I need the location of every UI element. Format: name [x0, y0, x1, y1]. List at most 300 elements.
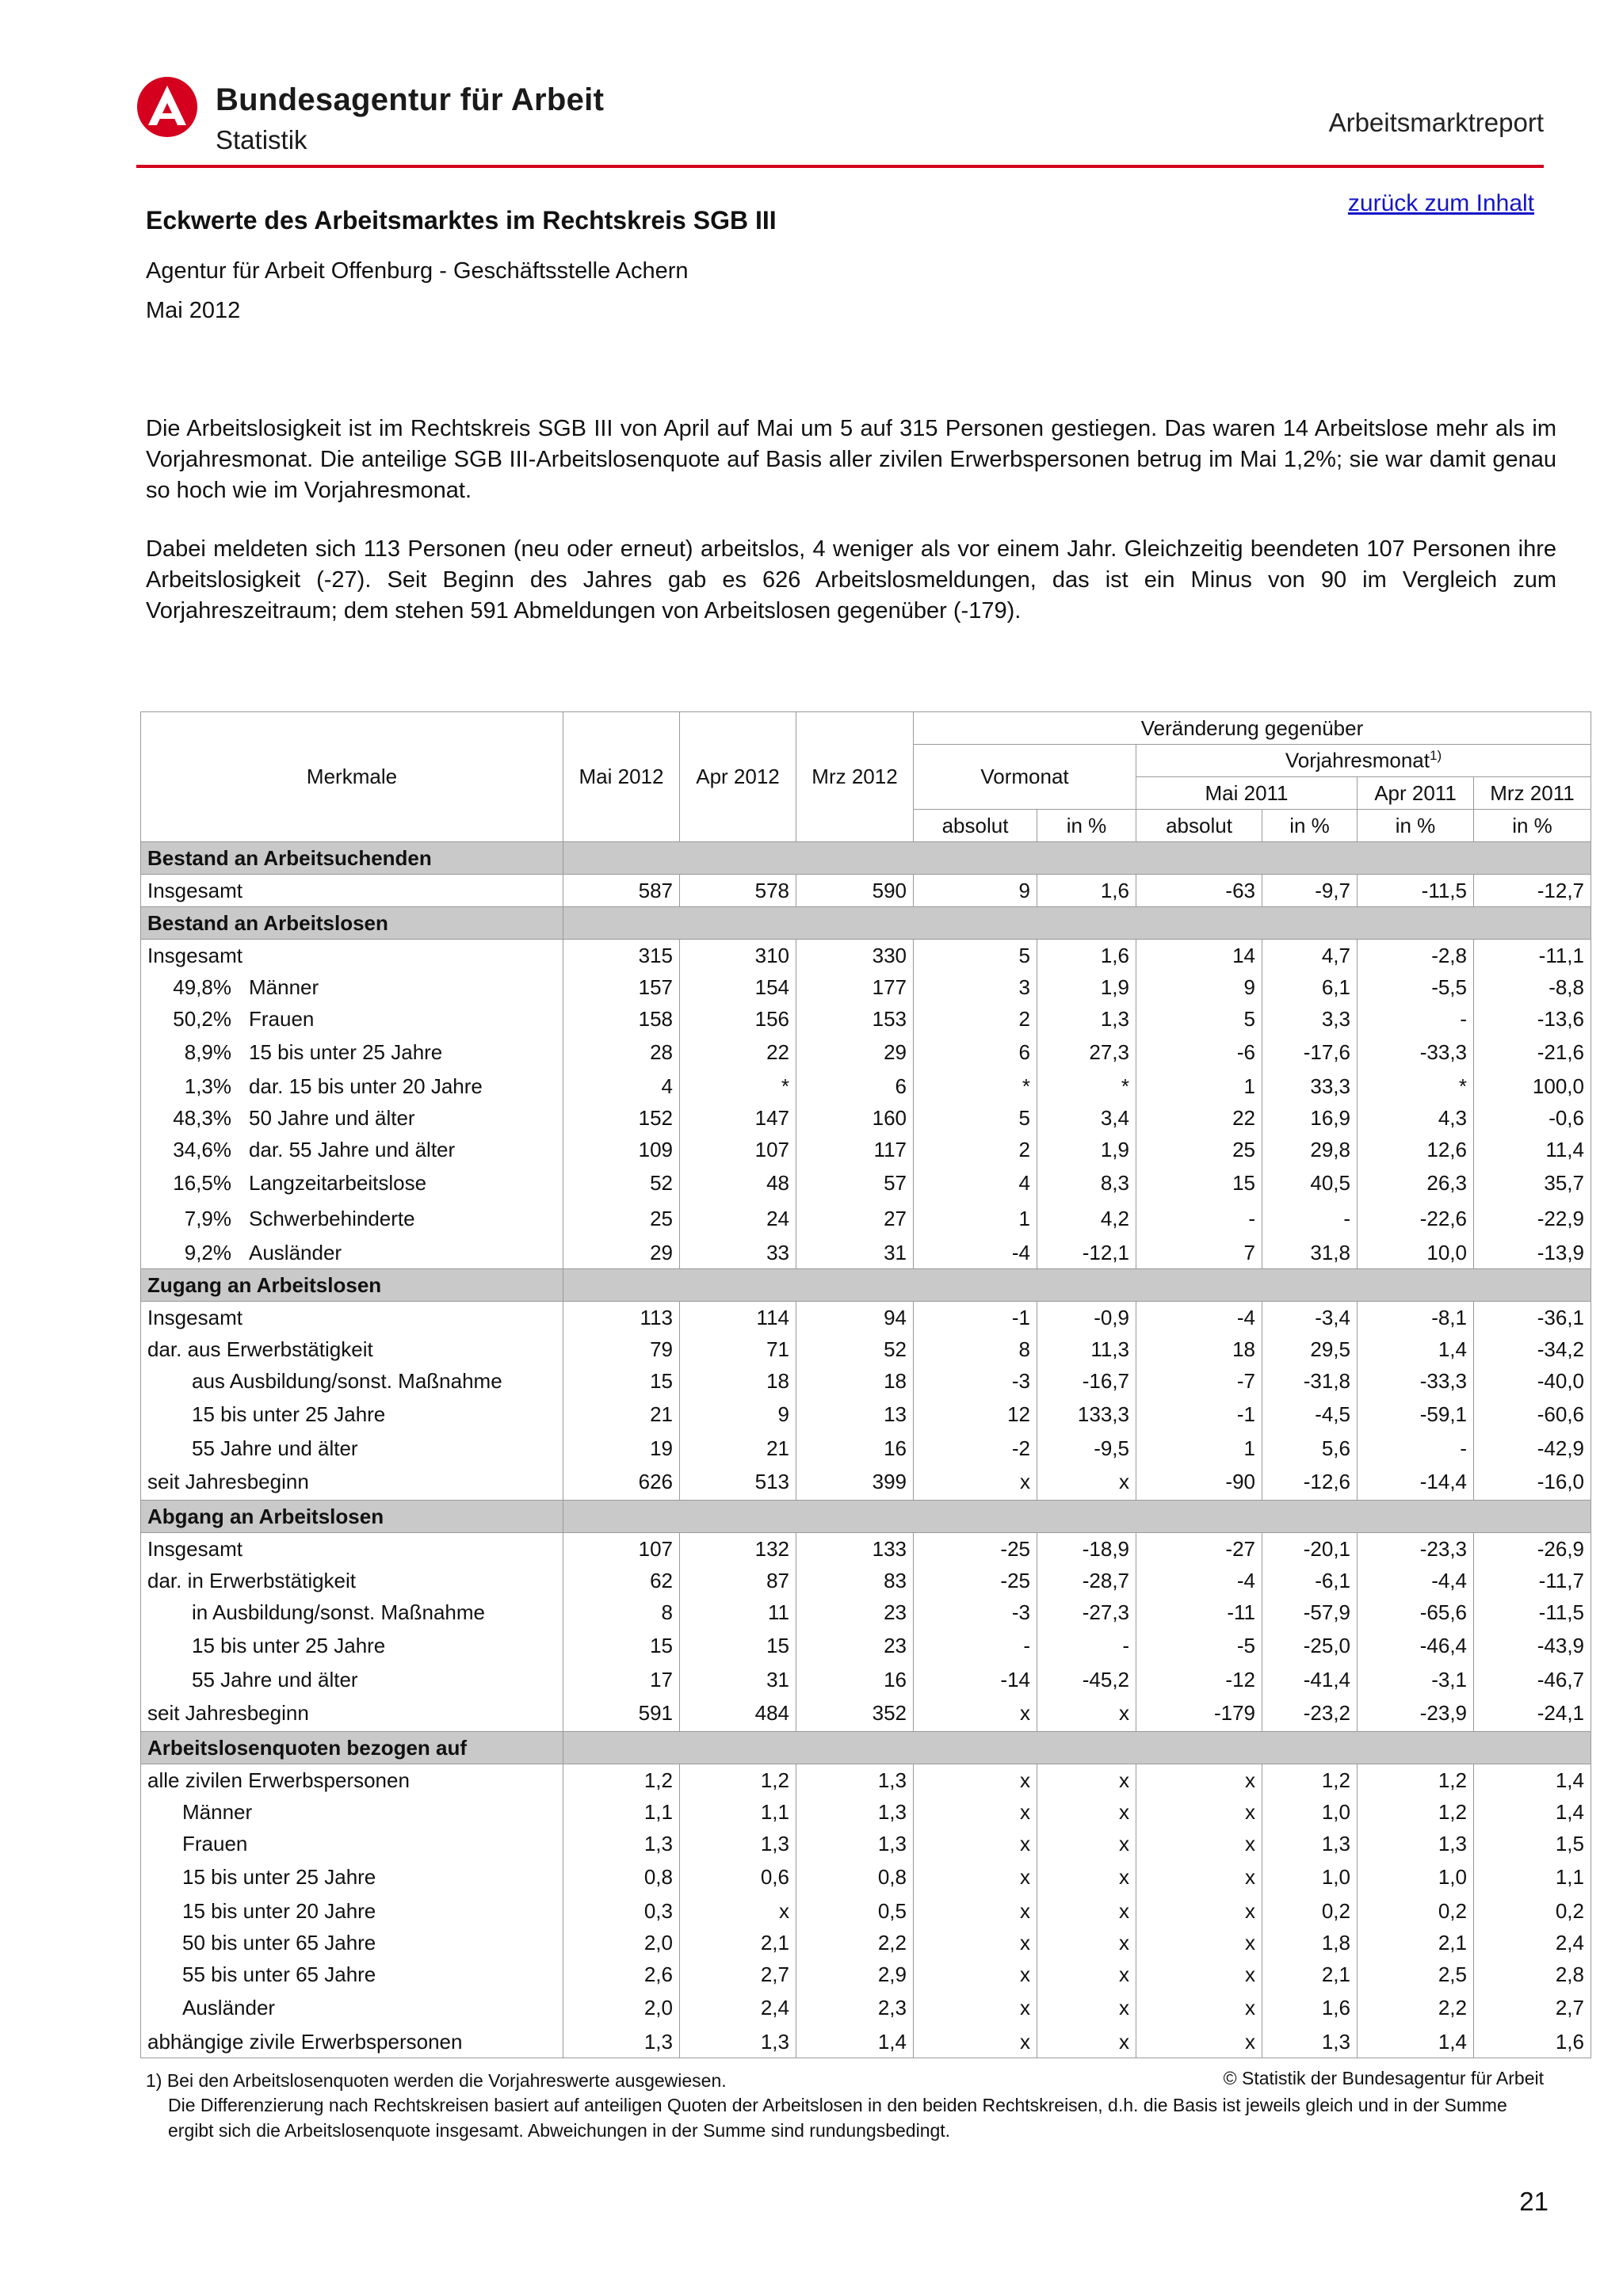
row-label-text: Ausländer: [249, 1240, 342, 1264]
table-cell: 177: [796, 971, 914, 1003]
section-fill: [563, 1269, 1591, 1302]
row-share-percent: 7,9%: [184, 1207, 231, 1230]
row-label: [141, 1664, 563, 1695]
table-row: [141, 1070, 1591, 1102]
row-label: [141, 1432, 563, 1464]
row-share-percent: 16,5%: [173, 1171, 231, 1195]
table-cell: 133: [796, 1533, 914, 1566]
table-cell: 1,8: [1262, 1927, 1358, 1958]
table-cell: 513: [680, 1464, 796, 1501]
row-label-text: 50 bis unter 65 Jahre: [182, 1930, 376, 1955]
header-absolut-mai2011: absolut: [1136, 810, 1262, 842]
table-cell: x: [914, 1990, 1037, 2026]
table-cell: -1: [914, 1302, 1037, 1334]
table-cell: x: [914, 1828, 1037, 1859]
table-cell: 352: [796, 1695, 914, 1732]
table-row: [141, 1134, 1591, 1165]
table-cell: -12: [1136, 1664, 1262, 1695]
table-cell: -11,1: [1474, 940, 1591, 972]
table-cell: 8: [563, 1596, 680, 1628]
header-vorjahresmonat: [1136, 745, 1591, 777]
table-cell: x: [1037, 1990, 1136, 2026]
row-label: [141, 1333, 563, 1365]
table-row: [141, 1397, 1591, 1432]
table-cell: -21,6: [1474, 1035, 1591, 1070]
row-label: [141, 1628, 563, 1664]
section-header-row: [141, 1501, 1591, 1533]
table-cell: -11,7: [1474, 1565, 1591, 1596]
table-cell: x: [914, 1958, 1037, 1990]
table-cell: 1,2: [1358, 1796, 1474, 1828]
table-cell: 1,3: [796, 1764, 914, 1797]
table-cell: x: [914, 2026, 1037, 2058]
table-body: [141, 842, 1591, 2058]
table-cell: -9,5: [1037, 1432, 1136, 1464]
table-cell: 83: [796, 1565, 914, 1596]
table-cell: 18: [680, 1365, 796, 1397]
table-cell: 1,3: [1262, 2026, 1358, 2058]
section-header-row: [141, 1732, 1591, 1764]
table-cell: -4,5: [1262, 1397, 1358, 1432]
table-cell: 2,4: [680, 1990, 796, 2026]
table-cell: -22,6: [1358, 1201, 1474, 1237]
table-cell: 5: [914, 1102, 1037, 1134]
table-cell: -6: [1136, 1035, 1262, 1070]
table-cell: 23: [796, 1628, 914, 1664]
row-share-percent: 49,8%: [173, 974, 231, 999]
table-cell: -34,2: [1474, 1333, 1591, 1365]
header-pct-mrz2011: in %: [1474, 810, 1591, 842]
table-cell: x: [1037, 1764, 1136, 1797]
table-cell: x: [1037, 1796, 1136, 1828]
table-cell: x: [1136, 1990, 1262, 2026]
table-cell: -4,4: [1358, 1565, 1474, 1596]
table-cell: 578: [680, 875, 796, 907]
table-cell: 15: [563, 1365, 680, 1397]
table-row: [141, 1035, 1591, 1070]
table-cell: 1,6: [1262, 1990, 1358, 2026]
table-cell: 626: [563, 1464, 680, 1501]
table-cell: 399: [796, 1464, 914, 1501]
table-cell: 0,8: [563, 1859, 680, 1895]
back-to-contents-link[interactable]: zurück zum Inhalt: [1347, 190, 1534, 216]
header-apr-2011: Apr 2011: [1358, 777, 1474, 810]
footnote-marker: 1): [1429, 748, 1442, 764]
table-cell: 1,4: [1358, 2026, 1474, 2058]
table-cell: -179: [1136, 1695, 1262, 1732]
table-cell: 1,3: [680, 2026, 796, 2058]
table-cell: 71: [680, 1333, 796, 1365]
table-cell: 0,2: [1358, 1895, 1474, 1927]
table-cell: -3: [914, 1365, 1037, 1397]
table-row: [141, 1990, 1591, 2026]
table-cell: 4: [914, 1165, 1037, 1201]
table-cell: 4: [563, 1070, 680, 1102]
table-cell: -16,0: [1474, 1464, 1591, 1501]
table-cell: 31: [680, 1664, 796, 1695]
row-label-text: Insgesamt: [147, 1536, 242, 1561]
table-cell: 591: [563, 1695, 680, 1732]
table-cell: 157: [563, 971, 680, 1003]
table-cell: *: [680, 1070, 796, 1102]
row-label-text: Schwerbehinderte: [249, 1207, 415, 1230]
table-cell: -5,5: [1358, 971, 1474, 1003]
table-cell: 94: [796, 1302, 914, 1334]
table-cell: 7: [1136, 1237, 1262, 1269]
header-pct-mai2011: in %: [1262, 810, 1358, 842]
table-cell: x: [1136, 1958, 1262, 1990]
table-cell: -23,2: [1262, 1695, 1358, 1732]
table-cell: -2: [914, 1432, 1037, 1464]
table-cell: 0,8: [796, 1859, 914, 1895]
table-cell: 11,3: [1037, 1333, 1136, 1365]
header-vormonat: Vormonat: [914, 745, 1136, 810]
row-label-text: dar. in Erwerbstätigkeit: [147, 1568, 357, 1592]
table-row: [141, 1764, 1591, 1797]
table-cell: 2,9: [796, 1958, 914, 1990]
row-label-text: aus Ausbildung/sonst. Maßnahme: [192, 1368, 502, 1393]
table-cell: 133,3: [1037, 1397, 1136, 1432]
table-cell: 21: [680, 1432, 796, 1464]
table-cell: x: [1136, 2026, 1262, 2058]
table-cell: 2,2: [1358, 1990, 1474, 2026]
table-cell: 1,1: [1474, 1859, 1591, 1895]
table-row: [141, 1201, 1591, 1237]
table-row: [141, 1464, 1591, 1501]
table-cell: -14: [914, 1664, 1037, 1695]
table-cell: -22,9: [1474, 1201, 1591, 1237]
table-cell: -23,3: [1358, 1533, 1474, 1566]
page-number: 21: [1519, 2187, 1549, 2216]
table-cell: -: [1037, 1628, 1136, 1664]
table-cell: 33: [680, 1237, 796, 1269]
table-row: [141, 1596, 1591, 1628]
table-cell: x: [914, 1796, 1037, 1828]
table-cell: 109: [563, 1134, 680, 1165]
table-cell: -3,1: [1358, 1664, 1474, 1695]
table-cell: x: [1037, 1828, 1136, 1859]
table-cell: -26,9: [1474, 1533, 1591, 1566]
table-cell: 52: [563, 1165, 680, 1201]
table-row: [141, 1533, 1591, 1566]
table-cell: -5: [1136, 1628, 1262, 1664]
table-row: [141, 1003, 1591, 1035]
table-cell: -0,9: [1037, 1302, 1136, 1334]
table-cell: -: [1262, 1201, 1358, 1237]
table-cell: 107: [680, 1134, 796, 1165]
table-row: [141, 1237, 1591, 1269]
table-cell: 12,6: [1358, 1134, 1474, 1165]
table-cell: -63: [1136, 875, 1262, 907]
table-cell: 62: [563, 1565, 680, 1596]
row-label: [141, 1533, 563, 1566]
row-label: [141, 1828, 563, 1859]
table-cell: 4,2: [1037, 1201, 1136, 1237]
table-cell: -43,9: [1474, 1628, 1591, 1664]
row-label-text: dar. aus Erwerbstätigkeit: [147, 1337, 373, 1361]
footnote-2: Die Differenzierung nach Rechtskreisen basiert auf anteiligen Quoten der Arbeitslosen in den beiden Rechtskreisen, d.h. die Basis ist jeweils gleich und in der Summe ergibt sich die Arbeitslosenquote insgesamt. Abweichungen in der Summe sind rundungsbedingt.: [168, 2095, 1507, 2141]
table-cell: 1,2: [1262, 1764, 1358, 1797]
row-share-percent: 34,6%: [173, 1137, 231, 1161]
table-cell: -: [914, 1628, 1037, 1664]
row-label: [141, 1102, 563, 1134]
table-cell: 23: [796, 1596, 914, 1628]
table-row: [141, 875, 1591, 907]
row-label-text: 15 bis unter 25 Jahre: [182, 1865, 376, 1889]
table-cell: 1,4: [1474, 1796, 1591, 1828]
table-cell: 33,3: [1262, 1070, 1358, 1102]
labour-market-table: [140, 711, 1591, 2058]
report-date: Mai 2012: [146, 298, 241, 323]
table-cell: 9: [914, 875, 1037, 907]
table-cell: -25,0: [1262, 1628, 1358, 1664]
table-cell: 22: [680, 1035, 796, 1070]
table-cell: -0,6: [1474, 1102, 1591, 1134]
table-cell: -33,3: [1358, 1365, 1474, 1397]
table-cell: x: [914, 1695, 1037, 1732]
table-cell: 9: [1136, 971, 1262, 1003]
table-cell: 22: [1136, 1102, 1262, 1134]
table-cell: x: [1037, 1695, 1136, 1732]
table-cell: -25: [914, 1565, 1037, 1596]
table-cell: 48: [680, 1165, 796, 1201]
table-cell: -23,9: [1358, 1695, 1474, 1732]
table-cell: 1,4: [796, 2026, 914, 2058]
table-cell: -11,5: [1358, 875, 1474, 907]
table-cell: x: [1136, 1927, 1262, 1958]
table-cell: x: [1037, 1464, 1136, 1501]
table-cell: 2,5: [1358, 1958, 1474, 1990]
table-cell: 1,3: [563, 2026, 680, 2058]
table-cell: -13,6: [1474, 1003, 1591, 1035]
row-label: [141, 1565, 563, 1596]
table-cell: 1,2: [563, 1764, 680, 1797]
row-label-text: 55 bis unter 65 Jahre: [182, 1962, 376, 1986]
table-cell: -8,1: [1358, 1302, 1474, 1334]
row-label-text: Frauen: [249, 1006, 315, 1031]
table-cell: 153: [796, 1003, 914, 1035]
section-label: Arbeitslosenquoten bezogen auf: [141, 1732, 563, 1764]
table-cell: x: [914, 1859, 1037, 1895]
table-cell: x: [1136, 1764, 1262, 1797]
table-cell: 8,3: [1037, 1165, 1136, 1201]
table-cell: 14: [1136, 940, 1262, 972]
row-label: [141, 940, 563, 972]
header-absolut-vormonat: absolut: [914, 810, 1037, 842]
header-mai-2011: Mai 2011: [1136, 777, 1358, 810]
table-cell: 1,9: [1037, 1134, 1136, 1165]
row-label: [141, 1397, 563, 1432]
row-label-text: seit Jahresbeginn: [147, 1701, 309, 1725]
table-cell: 1: [1136, 1432, 1262, 1464]
table-cell: 6,1: [1262, 971, 1358, 1003]
row-label-text: in Ausbildung/sonst. Maßnahme: [192, 1600, 485, 1624]
table-cell: -33,3: [1358, 1035, 1474, 1070]
row-label: [141, 1596, 563, 1628]
table-cell: 1,6: [1474, 2026, 1591, 2058]
table-cell: 2,8: [1474, 1958, 1591, 1990]
header-pct-vormonat: in %: [1037, 810, 1136, 842]
section-header-row: [141, 842, 1591, 875]
table-cell: 13: [796, 1397, 914, 1432]
table-cell: 0,3: [563, 1895, 680, 1927]
table-cell: 1,1: [563, 1796, 680, 1828]
row-label: [141, 1895, 563, 1927]
row-label-text: dar. 55 Jahre und älter: [249, 1137, 456, 1161]
row-label-text: Insgesamt: [147, 1305, 242, 1329]
table-cell: -27,3: [1037, 1596, 1136, 1628]
table-cell: 2,4: [1474, 1927, 1591, 1958]
table-cell: -11,5: [1474, 1596, 1591, 1628]
table-cell: x: [914, 1764, 1037, 1797]
row-label-text: dar. 15 bis unter 20 Jahre: [249, 1074, 483, 1098]
table-cell: -: [1136, 1201, 1262, 1237]
table-cell: -59,1: [1358, 1397, 1474, 1432]
table-row: [141, 1859, 1591, 1895]
table-cell: 154: [680, 971, 796, 1003]
table-cell: -12,1: [1037, 1237, 1136, 1269]
header-merkmale: Merkmale: [141, 712, 563, 842]
table-cell: 1,3: [1358, 1828, 1474, 1859]
table-cell: 100,0: [1474, 1070, 1591, 1102]
table-row: [141, 1828, 1591, 1859]
table-cell: 57: [796, 1165, 914, 1201]
row-label: [141, 1003, 563, 1035]
table-cell: -24,1: [1474, 1695, 1591, 1732]
row-label-text: abhängige zivile Erwerbspersonen: [147, 2029, 463, 2054]
table-cell: 1,1: [680, 1796, 796, 1828]
row-label-text: 15 bis unter 25 Jahre: [192, 1402, 386, 1426]
row-label-text: Insgesamt: [147, 943, 242, 967]
table-cell: 1,3: [563, 1828, 680, 1859]
row-label: [141, 1859, 563, 1895]
table-cell: 5: [1136, 1003, 1262, 1035]
table-cell: 484: [680, 1695, 796, 1732]
row-label-text: 55 Jahre und älter: [192, 1436, 358, 1460]
table-cell: 1,3: [680, 1828, 796, 1859]
table-cell: 1,6: [1037, 875, 1136, 907]
table-cell: -41,4: [1262, 1664, 1358, 1695]
table-row: [141, 940, 1591, 972]
summary-paragraph-2: Dabei meldeten sich 113 Personen (neu oder erneut) arbeitslos, 4 weniger als vor einem Jahr. Gleichzeitig beendeten 107 Personen ihre Arbeitslosigkeit (-27). Seit Beginn des Jahres gab es 626 Arbeitslosmeldungen, das ist ein Minus von 90 im Vergleich zum Vorjahreszeitraum; dem stehen 591 Abmeldungen von Arbeitslosen gegenüber (-179).: [146, 536, 1556, 624]
row-label-text: Männer: [182, 1799, 253, 1824]
report-title: Arbeitsmarktreport: [1328, 108, 1544, 137]
table-cell: 1,6: [1037, 940, 1136, 972]
row-label: [141, 1237, 563, 1269]
table-cell: 310: [680, 940, 796, 972]
table-cell: 27: [796, 1201, 914, 1237]
table-cell: 16,9: [1262, 1102, 1358, 1134]
table-cell: *: [914, 1070, 1037, 1102]
table-cell: 160: [796, 1102, 914, 1134]
table-cell: 3,4: [1037, 1102, 1136, 1134]
table-cell: -3: [914, 1596, 1037, 1628]
table-cell: -65,6: [1358, 1596, 1474, 1628]
header-mrz-2011: Mrz 2011: [1474, 777, 1591, 810]
table-cell: 2,1: [680, 1927, 796, 1958]
table-row: [141, 1432, 1591, 1464]
table-cell: 1,3: [796, 1828, 914, 1859]
table-cell: 1,4: [1358, 1333, 1474, 1365]
row-label: [141, 1035, 563, 1070]
table-row: [141, 1165, 1591, 1201]
table-cell: 315: [563, 940, 680, 972]
page-title: Eckwerte des Arbeitsmarktes im Rechtskreis SGB III: [146, 206, 777, 235]
row-label-text: Frauen: [182, 1831, 248, 1855]
table-cell: 21: [563, 1397, 680, 1432]
table-cell: -12,7: [1474, 875, 1591, 907]
table-cell: 113: [563, 1302, 680, 1334]
row-label-text: alle zivilen Erwerbspersonen: [147, 1768, 410, 1792]
table-cell: x: [1136, 1828, 1262, 1859]
table-cell: 12: [914, 1397, 1037, 1432]
row-label: [141, 1990, 563, 2026]
table-cell: -4: [914, 1237, 1037, 1269]
table-cell: 2,1: [1358, 1927, 1474, 1958]
table-cell: 8: [914, 1333, 1037, 1365]
table-cell: x: [1136, 1859, 1262, 1895]
table-cell: 587: [563, 875, 680, 907]
table-cell: 2,3: [796, 1990, 914, 2026]
table-cell: 29,8: [1262, 1134, 1358, 1165]
table-cell: 9: [680, 1397, 796, 1432]
table-row: [141, 1628, 1591, 1664]
table-cell: 18: [1136, 1333, 1262, 1365]
row-label-text: seit Jahresbeginn: [147, 1470, 309, 1493]
table-cell: 1,2: [680, 1764, 796, 1797]
row-label: [141, 1365, 563, 1397]
table-cell: -13,9: [1474, 1237, 1591, 1269]
table-cell: -7: [1136, 1365, 1262, 1397]
ba-logo-icon: [136, 76, 198, 138]
section-fill: [563, 842, 1591, 875]
table-cell: 17: [563, 1664, 680, 1695]
table-cell: 18: [796, 1365, 914, 1397]
table-cell: 29: [563, 1237, 680, 1269]
table-cell: -: [1358, 1432, 1474, 1464]
table-cell: *: [1037, 1070, 1136, 1102]
table-cell: 27,3: [1037, 1035, 1136, 1070]
table-cell: 158: [563, 1003, 680, 1035]
table-cell: 79: [563, 1333, 680, 1365]
table-row: [141, 1102, 1591, 1134]
table-cell: 2: [914, 1134, 1037, 1165]
table-cell: 1: [1136, 1070, 1262, 1102]
table-cell: 1,9: [1037, 971, 1136, 1003]
table-cell: -46,7: [1474, 1664, 1591, 1695]
row-label: [141, 1165, 563, 1201]
row-share-percent: 9,2%: [184, 1240, 231, 1264]
section-fill: [563, 1501, 1591, 1533]
table-cell: 25: [1136, 1134, 1262, 1165]
header-apr-2012: Apr 2012: [680, 712, 796, 842]
table-cell: 1,0: [1358, 1859, 1474, 1895]
table-cell: 1,5: [1474, 1828, 1591, 1859]
table-cell: 2: [914, 1003, 1037, 1035]
table-cell: 1,2: [1358, 1764, 1474, 1797]
table-cell: 1,3: [1262, 1828, 1358, 1859]
table-row: [141, 1365, 1591, 1397]
row-label-text: 15 bis unter 20 Jahre: [182, 1898, 376, 1923]
row-label: [141, 1958, 563, 1990]
brand-subtitle: Statistik: [216, 125, 307, 154]
section-label: Zugang an Arbeitslosen: [141, 1269, 563, 1302]
table-cell: 156: [680, 1003, 796, 1035]
table-cell: -45,2: [1037, 1664, 1136, 1695]
section-fill: [563, 907, 1591, 940]
table-cell: 11,4: [1474, 1134, 1591, 1165]
row-label: [141, 1201, 563, 1237]
